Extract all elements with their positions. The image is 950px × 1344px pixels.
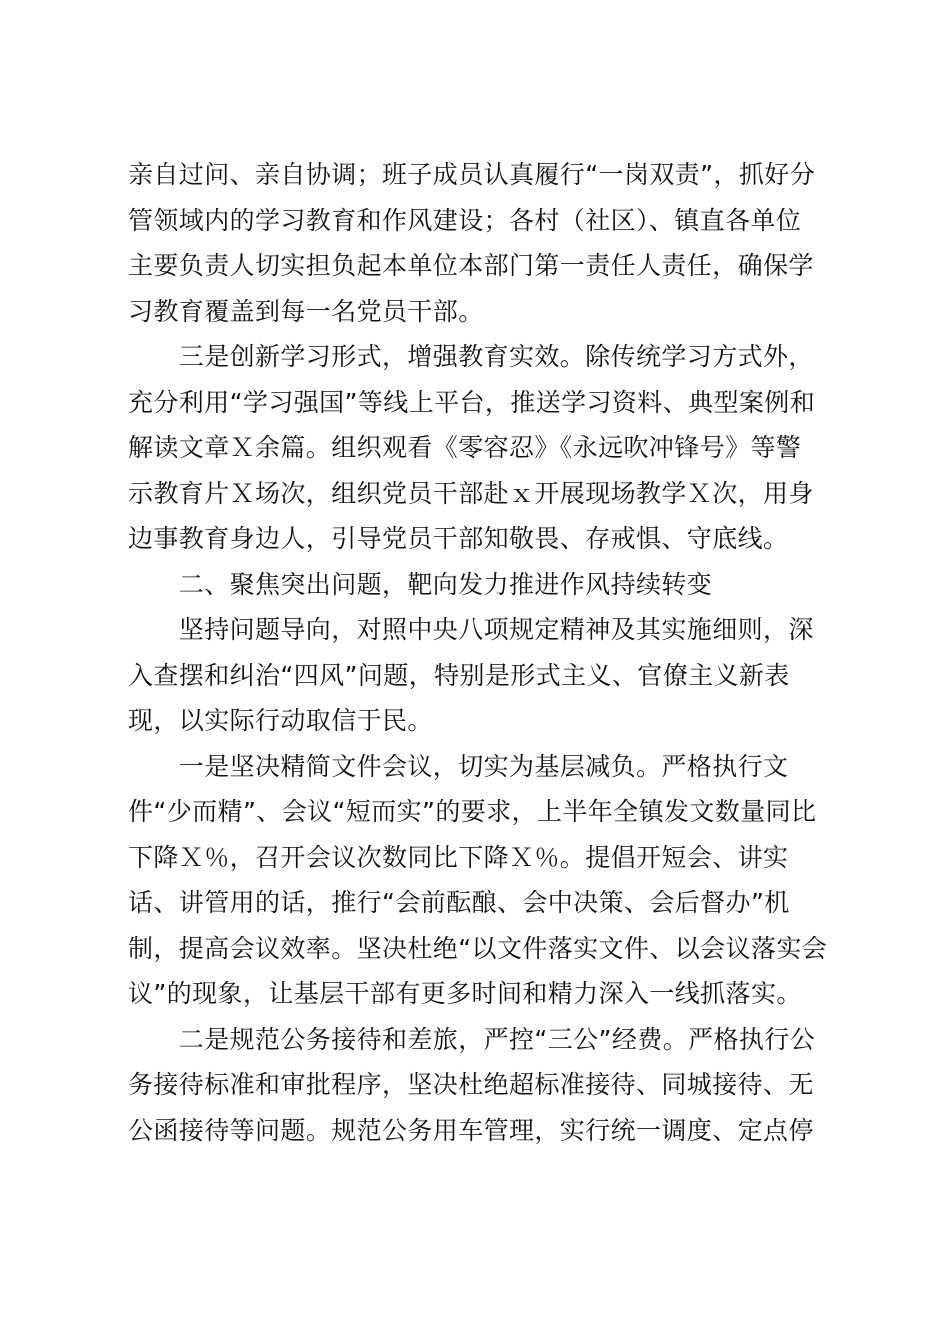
text-line: 现，以实际行动取信于民。	[128, 706, 433, 735]
text-line: 主要负责人切实担负起本单位本部门第一责任人责任，确保学	[128, 251, 814, 280]
text-line: 坚持问题导向，对照中央八项规定精神及其实施细则，深	[128, 615, 814, 644]
text-line: 件“少而精”、会议“短而实”的要求，上半年全镇发文数量同比	[128, 797, 817, 826]
text-line: 务接待标准和审批程序，坚决杜绝超标准接待、同城接待、无	[128, 1070, 814, 1099]
document-body	[128, 152, 828, 1153]
text-line: 管领域内的学习教育和作风建设；各村（社区）、镇直各单位	[128, 205, 802, 235]
text-line: 充分利用“学习强国”等线上平台，推送学习资料、典型案例和	[128, 387, 816, 417]
text-line: 下降Ｘ％，召开会议次数同比下降Ｘ％。提倡开短会、讲实	[128, 842, 789, 872]
text-line: 解读文章Ｘ余篇。组织观看《零容忍》《永远吹冲锋号》等警	[128, 433, 802, 462]
text-line: 议”的现象，让基层干部有更多时间和精力深入一线抓落实。	[128, 979, 802, 1008]
text-line: 一是坚决精简文件会议，切实为基层减负。严格执行文	[128, 751, 789, 781]
text-line: 话、讲管用的话，推行“会前酝酿、会中决策、会后督办”机	[128, 888, 790, 917]
text-line: 示教育片Ｘ场次，组织党员干部赴ｘ开展现场教学Ｘ次，用身	[128, 478, 814, 508]
section-heading: 二、聚焦突出问题，靶向发力推进作风持续转变	[128, 569, 713, 599]
text-line: 制，提高会议效率。坚决杜绝“以文件落实文件、以会议落实会	[128, 933, 828, 963]
text-line: 入查摆和纠治“四风”问题，特别是形式主义、官僚主义新表	[128, 660, 790, 690]
text-line: 公函接待等问题。规范公务用车管理，实行统一调度、定点停	[128, 1115, 814, 1145]
text-line: 边事教育身边人，引导党员干部知敬畏、存戒惧、守底线。	[128, 524, 789, 553]
text-line: 亲自过问、亲自协调；班子成员认真履行“一岗双责”，抓好分	[128, 160, 816, 189]
text-line: 二是规范公务接待和差旅，严控“三公”经费。严格执行公	[128, 1024, 816, 1054]
text-line: 三是创新学习形式，增强教育实效。除传统学习方式外，	[128, 342, 814, 371]
text-line: 习教育覆盖到每一名党员干部。	[128, 296, 484, 326]
